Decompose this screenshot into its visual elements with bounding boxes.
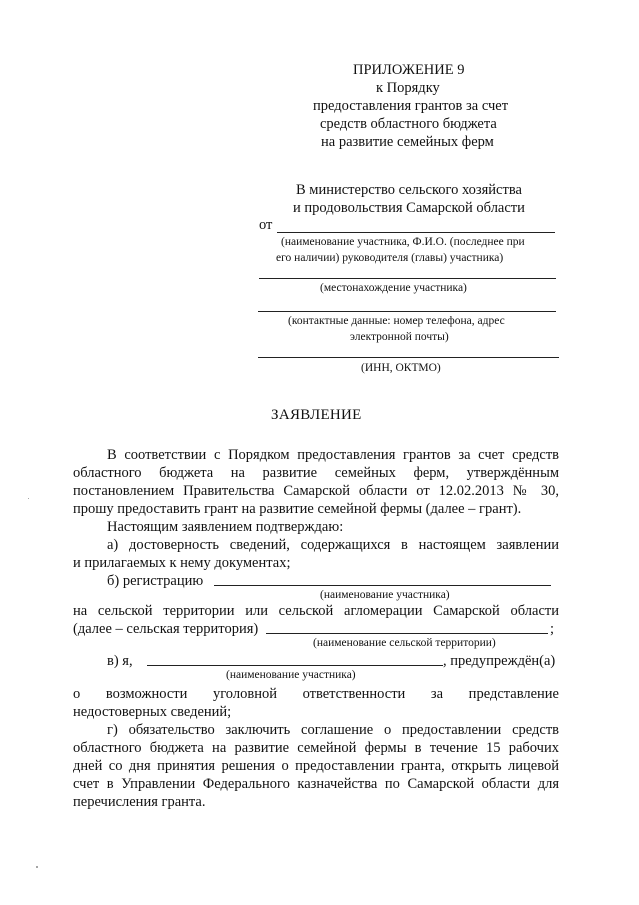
addressee-line: и продовольствия Самарской области [293,200,525,216]
inn-caption: (ИНН, ОКТМО) [361,362,441,374]
location-caption: (местонахождение участника) [320,282,467,294]
item-g-line: г) обязательство заключить соглашение о предоставлении средств [107,722,559,738]
from-label: от [259,217,273,233]
item-g-line: дней со дня принятия решения о предоставлении гранта, открыть лицевой [73,758,559,774]
item-v-line: о возможности уголовной ответственности за представление [73,686,559,702]
appendix-title: ПРИЛОЖЕНИЕ 9 [353,62,465,78]
paragraph-line: постановлением Правительства Самарской области от 12.02.2013 № 30, [73,483,559,499]
item-b-end: ; [550,621,555,637]
contacts-caption: электронной почты) [350,331,449,343]
appendix-line: на развитие семейных ферм [321,134,494,150]
item-g-line: перечисления гранта. [73,794,206,810]
item-v-label: в) я, [107,653,133,669]
name-caption: (наименование участника, Ф.И.О. (последнее при [281,236,525,248]
statement-title: ЗАЯВЛЕНИЕ [271,407,362,423]
participant-caption: (наименование участника) [226,669,356,681]
appendix-line: предоставления грантов за счет [313,98,509,114]
participant-fill-line [147,665,443,666]
paragraph-line: прошу предоставить грант на развитие семейной фермы (далее – грант). [73,501,522,517]
item-v-line: недостоверных сведений; [73,704,232,720]
appendix-line: к Порядку [376,80,440,96]
scan-speck [36,866,38,868]
item-b-line: (далее – сельская территория) [73,621,259,637]
item-b-line: на сельской территории или сельской агломерации Самарской области [73,603,559,619]
scan-speck [28,498,29,499]
item-v-end: , предупреждён(а) [443,653,556,669]
inn-fill-line [258,357,559,358]
item-b-label: б) регистрацию [107,573,204,589]
paragraph-line: областного бюджета на развитие семейных ферм, утверждённым [73,465,559,481]
confirm-line: Настоящим заявлением подтверждаю: [107,519,344,535]
participant-fill-line [214,585,551,586]
participant-caption: (наименование участника) [320,589,450,601]
item-a-line: и прилагаемых к нему документах; [73,555,291,571]
location-fill-line [259,278,556,279]
paragraph-line: В соответствии с Порядком предоставления грантов за счет средств [107,447,559,463]
item-g-line: счет в Управлении Федерального казначейства по Самарской области для [73,776,559,792]
name-caption: его наличии) руководителя (главы) участника) [276,252,504,264]
item-g-line: областного бюджета на развитие семейной фермы в течение 15 рабочих [73,740,559,756]
addressee-line: В министерство сельского хозяйства [296,182,522,198]
territory-caption: (наименование сельской территории) [313,637,496,649]
contacts-caption: (контактные данные: номер телефона, адрес [288,315,505,327]
name-fill-line [277,232,555,233]
item-a-line: а) достоверность сведений, содержащихся в настоящем заявлении [107,537,559,553]
contacts-fill-line [258,311,556,312]
appendix-line: средств областного бюджета [320,116,497,132]
territory-fill-line [266,633,548,634]
